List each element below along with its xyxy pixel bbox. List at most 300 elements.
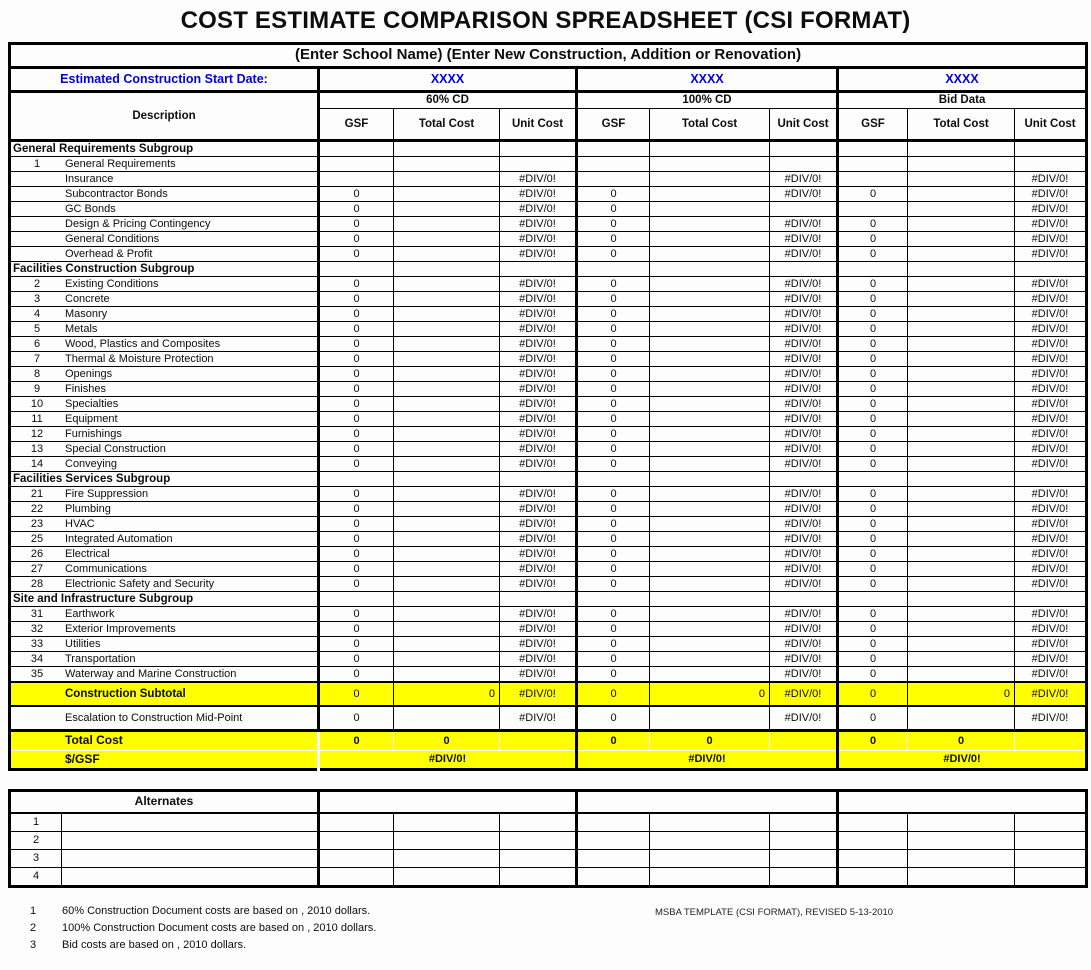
value-cell[interactable]: [650, 307, 770, 322]
value-cell[interactable]: 0: [838, 682, 908, 706]
value-cell[interactable]: [394, 562, 500, 577]
value-cell[interactable]: [394, 412, 500, 427]
value-cell[interactable]: 0: [577, 352, 650, 367]
value-cell[interactable]: [908, 487, 1015, 502]
value-cell[interactable]: #DIV/0!: [770, 292, 838, 307]
value-cell[interactable]: 0: [319, 532, 394, 547]
value-cell[interactable]: [770, 592, 838, 607]
value-cell[interactable]: [908, 427, 1015, 442]
value-cell[interactable]: #DIV/0!: [500, 322, 577, 337]
value-cell[interactable]: [1015, 850, 1087, 868]
value-cell[interactable]: [770, 262, 838, 277]
value-cell[interactable]: [394, 187, 500, 202]
value-cell[interactable]: 0: [319, 352, 394, 367]
value-cell[interactable]: 0: [838, 187, 908, 202]
value-cell[interactable]: #DIV/0!: [1015, 637, 1087, 652]
value-cell[interactable]: #DIV/0!: [1015, 706, 1087, 731]
value-cell[interactable]: [394, 472, 500, 487]
value-cell[interactable]: [908, 322, 1015, 337]
value-cell[interactable]: [650, 277, 770, 292]
value-cell[interactable]: [394, 397, 500, 412]
value-cell[interactable]: [500, 813, 577, 832]
value-cell[interactable]: [908, 502, 1015, 517]
value-cell[interactable]: #DIV/0!: [770, 277, 838, 292]
cost-per-gsf-cell[interactable]: #DIV/0!: [577, 751, 838, 770]
value-cell[interactable]: [319, 262, 394, 277]
value-cell[interactable]: [394, 322, 500, 337]
value-cell[interactable]: [394, 667, 500, 683]
school-name-cell[interactable]: (Enter School Name) (Enter New Construction, Addition or Renovation): [10, 44, 1087, 68]
value-cell[interactable]: #DIV/0!: [500, 247, 577, 262]
value-cell[interactable]: [908, 397, 1015, 412]
value-cell[interactable]: [319, 157, 394, 172]
value-cell[interactable]: 0: [577, 412, 650, 427]
value-cell[interactable]: [908, 637, 1015, 652]
total-gsf-cell[interactable]: 0: [577, 731, 650, 751]
value-cell[interactable]: [394, 217, 500, 232]
value-cell[interactable]: [770, 141, 838, 157]
value-cell[interactable]: [650, 868, 770, 887]
value-cell[interactable]: #DIV/0!: [770, 337, 838, 352]
value-cell[interactable]: [319, 472, 394, 487]
value-cell[interactable]: [650, 592, 770, 607]
value-cell[interactable]: [394, 577, 500, 592]
value-cell[interactable]: [650, 232, 770, 247]
value-cell[interactable]: #DIV/0!: [1015, 322, 1087, 337]
value-cell[interactable]: 0: [838, 547, 908, 562]
value-cell[interactable]: [394, 607, 500, 622]
value-cell[interactable]: [838, 172, 908, 187]
value-cell[interactable]: #DIV/0!: [770, 532, 838, 547]
value-cell[interactable]: #DIV/0!: [1015, 187, 1087, 202]
value-cell[interactable]: #DIV/0!: [770, 502, 838, 517]
value-cell[interactable]: #DIV/0!: [1015, 442, 1087, 457]
value-cell[interactable]: [650, 607, 770, 622]
value-cell[interactable]: #DIV/0!: [500, 232, 577, 247]
value-cell[interactable]: 0: [394, 682, 500, 706]
value-cell[interactable]: [770, 813, 838, 832]
value-cell[interactable]: 0: [319, 652, 394, 667]
value-cell[interactable]: [838, 813, 908, 832]
value-cell[interactable]: [394, 307, 500, 322]
value-cell[interactable]: [770, 832, 838, 850]
value-cell[interactable]: [394, 502, 500, 517]
value-cell[interactable]: 0: [838, 637, 908, 652]
value-cell[interactable]: [650, 382, 770, 397]
value-cell[interactable]: [394, 442, 500, 457]
value-cell[interactable]: #DIV/0!: [500, 637, 577, 652]
start-date-value[interactable]: XXXX: [319, 68, 577, 92]
value-cell[interactable]: [908, 532, 1015, 547]
value-cell[interactable]: 0: [838, 667, 908, 683]
value-cell[interactable]: 0: [577, 547, 650, 562]
value-cell[interactable]: #DIV/0!: [1015, 292, 1087, 307]
value-cell[interactable]: 0: [577, 667, 650, 683]
value-cell[interactable]: 0: [838, 577, 908, 592]
value-cell[interactable]: 0: [838, 382, 908, 397]
value-cell[interactable]: [394, 292, 500, 307]
value-cell[interactable]: #DIV/0!: [500, 532, 577, 547]
value-cell[interactable]: [319, 850, 394, 868]
value-cell[interactable]: [650, 517, 770, 532]
value-cell[interactable]: #DIV/0!: [770, 607, 838, 622]
value-cell[interactable]: [908, 232, 1015, 247]
alternate-description-cell[interactable]: [62, 832, 319, 850]
value-cell[interactable]: [394, 352, 500, 367]
value-cell[interactable]: [500, 868, 577, 887]
value-cell[interactable]: [650, 652, 770, 667]
value-cell[interactable]: [650, 262, 770, 277]
total-cost-cell[interactable]: 0: [394, 731, 500, 751]
value-cell[interactable]: [908, 187, 1015, 202]
value-cell[interactable]: 0: [577, 322, 650, 337]
value-cell[interactable]: [838, 202, 908, 217]
value-cell[interactable]: 0: [577, 232, 650, 247]
value-cell[interactable]: #DIV/0!: [770, 577, 838, 592]
value-cell[interactable]: 0: [577, 577, 650, 592]
total-unit-cost-cell[interactable]: [500, 731, 577, 751]
value-cell[interactable]: [838, 472, 908, 487]
value-cell[interactable]: 0: [838, 217, 908, 232]
value-cell[interactable]: 0: [577, 187, 650, 202]
value-cell[interactable]: #DIV/0!: [770, 457, 838, 472]
value-cell[interactable]: #DIV/0!: [770, 397, 838, 412]
value-cell[interactable]: #DIV/0!: [500, 442, 577, 457]
value-cell[interactable]: [394, 813, 500, 832]
alternate-description-cell[interactable]: [62, 868, 319, 887]
value-cell[interactable]: #DIV/0!: [1015, 532, 1087, 547]
cost-per-gsf-cell[interactable]: #DIV/0!: [838, 751, 1087, 770]
value-cell[interactable]: [650, 217, 770, 232]
value-cell[interactable]: #DIV/0!: [770, 622, 838, 637]
value-cell[interactable]: [319, 141, 394, 157]
value-cell[interactable]: [1015, 262, 1087, 277]
value-cell[interactable]: [838, 157, 908, 172]
value-cell[interactable]: [394, 517, 500, 532]
value-cell[interactable]: 0: [577, 682, 650, 706]
value-cell[interactable]: [577, 592, 650, 607]
value-cell[interactable]: 0: [319, 517, 394, 532]
value-cell[interactable]: 0: [577, 607, 650, 622]
value-cell[interactable]: #DIV/0!: [500, 172, 577, 187]
value-cell[interactable]: #DIV/0!: [770, 547, 838, 562]
value-cell[interactable]: [577, 262, 650, 277]
value-cell[interactable]: 0: [319, 382, 394, 397]
value-cell[interactable]: 0: [838, 532, 908, 547]
total-cost-cell[interactable]: 0: [650, 731, 770, 751]
value-cell[interactable]: 0: [577, 532, 650, 547]
value-cell[interactable]: [577, 157, 650, 172]
value-cell[interactable]: #DIV/0!: [1015, 337, 1087, 352]
value-cell[interactable]: #DIV/0!: [500, 547, 577, 562]
value-cell[interactable]: [908, 217, 1015, 232]
value-cell[interactable]: [319, 592, 394, 607]
value-cell[interactable]: [500, 157, 577, 172]
value-cell[interactable]: #DIV/0!: [500, 202, 577, 217]
total-unit-cost-cell[interactable]: [770, 731, 838, 751]
value-cell[interactable]: 0: [650, 682, 770, 706]
value-cell[interactable]: 0: [577, 442, 650, 457]
value-cell[interactable]: [908, 517, 1015, 532]
value-cell[interactable]: #DIV/0!: [770, 247, 838, 262]
value-cell[interactable]: #DIV/0!: [770, 307, 838, 322]
value-cell[interactable]: 0: [838, 517, 908, 532]
value-cell[interactable]: [908, 247, 1015, 262]
value-cell[interactable]: [394, 141, 500, 157]
value-cell[interactable]: 0: [838, 427, 908, 442]
value-cell[interactable]: [838, 868, 908, 887]
value-cell[interactable]: [394, 382, 500, 397]
value-cell[interactable]: 0: [838, 706, 908, 731]
value-cell[interactable]: [838, 262, 908, 277]
value-cell[interactable]: [394, 868, 500, 887]
value-cell[interactable]: 0: [577, 622, 650, 637]
value-cell[interactable]: [1015, 592, 1087, 607]
value-cell[interactable]: 0: [577, 397, 650, 412]
value-cell[interactable]: [319, 813, 394, 832]
value-cell[interactable]: 0: [838, 412, 908, 427]
value-cell[interactable]: #DIV/0!: [1015, 487, 1087, 502]
value-cell[interactable]: [908, 352, 1015, 367]
value-cell[interactable]: [319, 832, 394, 850]
value-cell[interactable]: [577, 141, 650, 157]
value-cell[interactable]: [1015, 832, 1087, 850]
value-cell[interactable]: [650, 412, 770, 427]
value-cell[interactable]: [908, 667, 1015, 683]
total-gsf-cell[interactable]: 0: [838, 731, 908, 751]
value-cell[interactable]: 0: [319, 706, 394, 731]
value-cell[interactable]: [908, 307, 1015, 322]
value-cell[interactable]: [577, 472, 650, 487]
value-cell[interactable]: 0: [838, 622, 908, 637]
value-cell[interactable]: #DIV/0!: [500, 397, 577, 412]
value-cell[interactable]: #DIV/0!: [500, 487, 577, 502]
value-cell[interactable]: #DIV/0!: [500, 607, 577, 622]
value-cell[interactable]: #DIV/0!: [770, 322, 838, 337]
value-cell[interactable]: #DIV/0!: [770, 427, 838, 442]
value-cell[interactable]: [650, 667, 770, 683]
value-cell[interactable]: #DIV/0!: [1015, 517, 1087, 532]
value-cell[interactable]: 0: [319, 412, 394, 427]
value-cell[interactable]: [908, 262, 1015, 277]
value-cell[interactable]: 0: [319, 682, 394, 706]
value-cell[interactable]: [650, 487, 770, 502]
value-cell[interactable]: [500, 592, 577, 607]
value-cell[interactable]: #DIV/0!: [770, 706, 838, 731]
value-cell[interactable]: [394, 157, 500, 172]
value-cell[interactable]: #DIV/0!: [500, 352, 577, 367]
value-cell[interactable]: #DIV/0!: [1015, 562, 1087, 577]
value-cell[interactable]: [908, 472, 1015, 487]
value-cell[interactable]: #DIV/0!: [1015, 427, 1087, 442]
value-cell[interactable]: #DIV/0!: [1015, 172, 1087, 187]
value-cell[interactable]: [319, 172, 394, 187]
value-cell[interactable]: 0: [577, 382, 650, 397]
value-cell[interactable]: [770, 202, 838, 217]
value-cell[interactable]: 0: [838, 442, 908, 457]
value-cell[interactable]: 0: [838, 367, 908, 382]
value-cell[interactable]: 0: [577, 202, 650, 217]
value-cell[interactable]: #DIV/0!: [770, 352, 838, 367]
value-cell[interactable]: #DIV/0!: [770, 232, 838, 247]
value-cell[interactable]: [650, 337, 770, 352]
value-cell[interactable]: [838, 141, 908, 157]
value-cell[interactable]: 0: [319, 292, 394, 307]
value-cell[interactable]: 0: [838, 322, 908, 337]
value-cell[interactable]: [908, 868, 1015, 887]
value-cell[interactable]: [908, 607, 1015, 622]
value-cell[interactable]: 0: [838, 292, 908, 307]
value-cell[interactable]: [650, 187, 770, 202]
value-cell[interactable]: #DIV/0!: [770, 637, 838, 652]
value-cell[interactable]: #DIV/0!: [500, 682, 577, 706]
value-cell[interactable]: [650, 832, 770, 850]
value-cell[interactable]: 0: [577, 706, 650, 731]
value-cell[interactable]: [908, 202, 1015, 217]
value-cell[interactable]: #DIV/0!: [770, 382, 838, 397]
start-date-value[interactable]: XXXX: [838, 68, 1087, 92]
value-cell[interactable]: 0: [577, 517, 650, 532]
value-cell[interactable]: #DIV/0!: [500, 457, 577, 472]
value-cell[interactable]: [838, 592, 908, 607]
value-cell[interactable]: [1015, 472, 1087, 487]
value-cell[interactable]: [394, 850, 500, 868]
value-cell[interactable]: #DIV/0!: [500, 706, 577, 731]
value-cell[interactable]: #DIV/0!: [1015, 607, 1087, 622]
value-cell[interactable]: [650, 292, 770, 307]
value-cell[interactable]: [394, 652, 500, 667]
value-cell[interactable]: #DIV/0!: [1015, 652, 1087, 667]
value-cell[interactable]: [908, 622, 1015, 637]
value-cell[interactable]: 0: [577, 292, 650, 307]
value-cell[interactable]: #DIV/0!: [770, 217, 838, 232]
value-cell[interactable]: #DIV/0!: [500, 517, 577, 532]
value-cell[interactable]: [650, 547, 770, 562]
value-cell[interactable]: 0: [577, 307, 650, 322]
value-cell[interactable]: [394, 262, 500, 277]
value-cell[interactable]: #DIV/0!: [500, 652, 577, 667]
value-cell[interactable]: [1015, 868, 1087, 887]
value-cell[interactable]: #DIV/0!: [770, 487, 838, 502]
value-cell[interactable]: 0: [319, 187, 394, 202]
value-cell[interactable]: [908, 813, 1015, 832]
value-cell[interactable]: #DIV/0!: [500, 337, 577, 352]
value-cell[interactable]: [908, 172, 1015, 187]
value-cell[interactable]: #DIV/0!: [770, 367, 838, 382]
value-cell[interactable]: [394, 547, 500, 562]
value-cell[interactable]: [770, 472, 838, 487]
cost-per-gsf-cell[interactable]: #DIV/0!: [319, 751, 577, 770]
value-cell[interactable]: [838, 850, 908, 868]
value-cell[interactable]: 0: [319, 277, 394, 292]
value-cell[interactable]: [908, 442, 1015, 457]
value-cell[interactable]: #DIV/0!: [1015, 382, 1087, 397]
value-cell[interactable]: #DIV/0!: [500, 577, 577, 592]
value-cell[interactable]: [394, 457, 500, 472]
value-cell[interactable]: [908, 562, 1015, 577]
value-cell[interactable]: [908, 706, 1015, 731]
value-cell[interactable]: #DIV/0!: [1015, 202, 1087, 217]
value-cell[interactable]: 0: [838, 337, 908, 352]
value-cell[interactable]: [577, 850, 650, 868]
value-cell[interactable]: 0: [319, 622, 394, 637]
value-cell[interactable]: [838, 832, 908, 850]
value-cell[interactable]: #DIV/0!: [770, 652, 838, 667]
value-cell[interactable]: #DIV/0!: [770, 562, 838, 577]
value-cell[interactable]: [908, 592, 1015, 607]
value-cell[interactable]: 0: [319, 232, 394, 247]
value-cell[interactable]: 0: [577, 217, 650, 232]
value-cell[interactable]: [650, 850, 770, 868]
value-cell[interactable]: 0: [838, 652, 908, 667]
value-cell[interactable]: [908, 367, 1015, 382]
value-cell[interactable]: #DIV/0!: [1015, 547, 1087, 562]
value-cell[interactable]: #DIV/0!: [500, 427, 577, 442]
value-cell[interactable]: [394, 637, 500, 652]
value-cell[interactable]: [319, 868, 394, 887]
value-cell[interactable]: 0: [838, 232, 908, 247]
value-cell[interactable]: #DIV/0!: [1015, 412, 1087, 427]
value-cell[interactable]: 0: [319, 427, 394, 442]
value-cell[interactable]: [394, 367, 500, 382]
value-cell[interactable]: #DIV/0!: [500, 562, 577, 577]
value-cell[interactable]: 0: [577, 562, 650, 577]
value-cell[interactable]: [650, 532, 770, 547]
value-cell[interactable]: #DIV/0!: [770, 412, 838, 427]
value-cell[interactable]: 0: [319, 577, 394, 592]
value-cell[interactable]: [577, 868, 650, 887]
value-cell[interactable]: 0: [319, 457, 394, 472]
value-cell[interactable]: 0: [319, 217, 394, 232]
value-cell[interactable]: [650, 562, 770, 577]
value-cell[interactable]: #DIV/0!: [500, 667, 577, 683]
value-cell[interactable]: [394, 487, 500, 502]
value-cell[interactable]: #DIV/0!: [500, 622, 577, 637]
value-cell[interactable]: #DIV/0!: [1015, 307, 1087, 322]
value-cell[interactable]: 0: [838, 607, 908, 622]
value-cell[interactable]: 0: [319, 502, 394, 517]
value-cell[interactable]: 0: [319, 562, 394, 577]
value-cell[interactable]: [500, 472, 577, 487]
value-cell[interactable]: #DIV/0!: [1015, 457, 1087, 472]
value-cell[interactable]: #DIV/0!: [1015, 247, 1087, 262]
alternate-description-cell[interactable]: [62, 813, 319, 832]
value-cell[interactable]: [908, 337, 1015, 352]
value-cell[interactable]: 0: [577, 277, 650, 292]
value-cell[interactable]: [394, 706, 500, 731]
value-cell[interactable]: 0: [319, 397, 394, 412]
value-cell[interactable]: [650, 813, 770, 832]
value-cell[interactable]: 0: [319, 202, 394, 217]
value-cell[interactable]: #DIV/0!: [500, 277, 577, 292]
value-cell[interactable]: #DIV/0!: [770, 667, 838, 683]
value-cell[interactable]: 0: [319, 247, 394, 262]
value-cell[interactable]: 0: [577, 637, 650, 652]
value-cell[interactable]: [770, 157, 838, 172]
value-cell[interactable]: 0: [319, 322, 394, 337]
value-cell[interactable]: [500, 850, 577, 868]
value-cell[interactable]: 0: [838, 277, 908, 292]
value-cell[interactable]: 0: [319, 607, 394, 622]
value-cell[interactable]: [770, 868, 838, 887]
value-cell[interactable]: [1015, 157, 1087, 172]
value-cell[interactable]: 0: [577, 652, 650, 667]
value-cell[interactable]: [1015, 141, 1087, 157]
value-cell[interactable]: [650, 706, 770, 731]
value-cell[interactable]: [770, 850, 838, 868]
alternate-description-cell[interactable]: [62, 850, 319, 868]
value-cell[interactable]: #DIV/0!: [770, 187, 838, 202]
